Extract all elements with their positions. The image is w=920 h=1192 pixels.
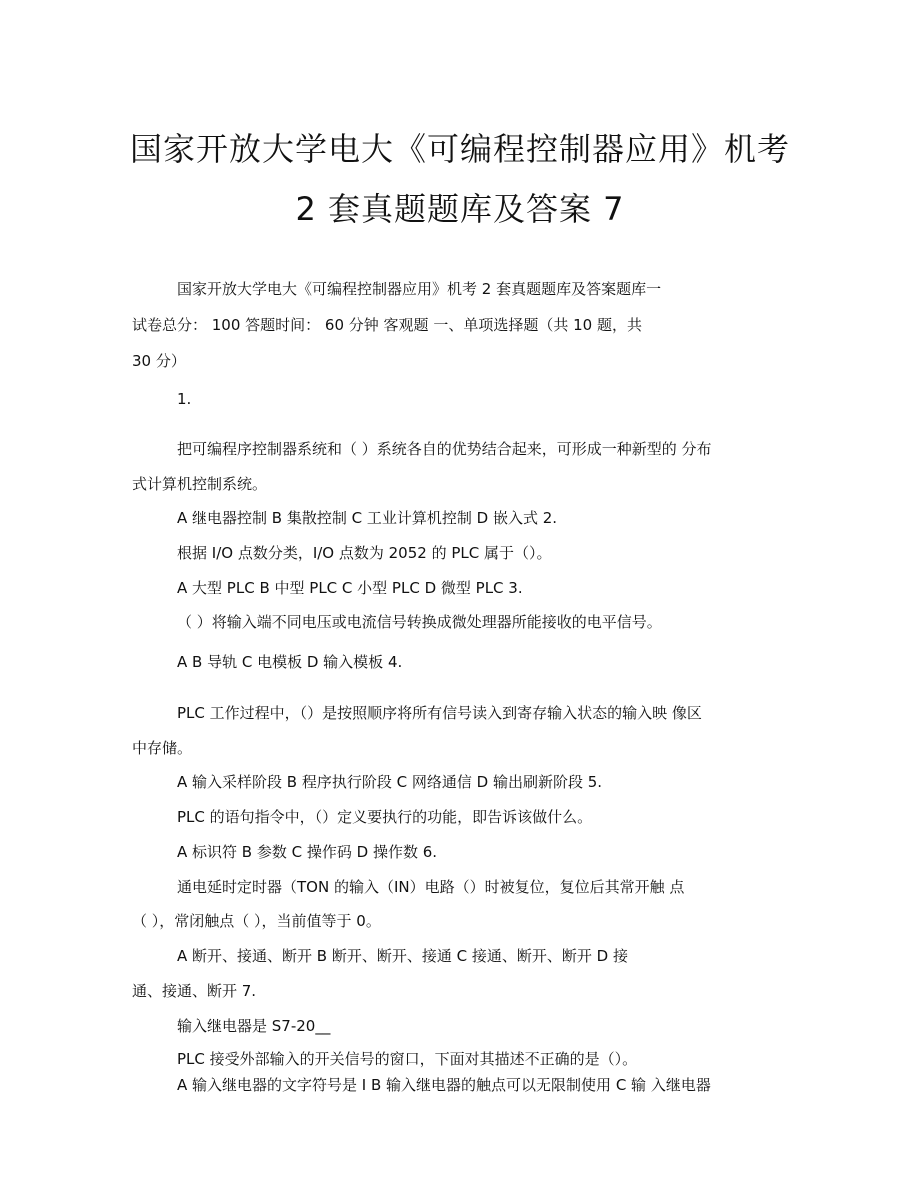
question-1-text-line-1: 把可编程序控制器系统和（ ）系统各自的优势结合起来，可形成一种新型的 分布 [177,440,712,458]
doc-title-line-1: 国家开放大学电大《可编程控制器应用》机考 [129,130,790,168]
question-7-text-line-1: 输入继电器是 S7-20__ [177,1017,331,1035]
question-6-text-line-1: 通电延时定时器（TON 的输入（IN）电路（）时被复位，复位后其常开触 点 [177,878,685,896]
question-5-options: A 标识符 B 参数 C 操作码 D 操作数 6. [177,843,438,861]
question-3-options: A B 导轨 C 电模板 D 输入模板 4. [177,653,403,671]
question-6-options-line-1: A 断开、接通、断开 B 断开、断开、接通 C 接通、断开、断开 D 接 [177,947,628,965]
question-1-options: A 继电器控制 B 集散控制 C 工业计算机控制 D 嵌入式 2. [177,509,558,527]
question-4-options: A 输入采样阶段 B 程序执行阶段 C 网络通信 D 输出刷新阶段 5. [177,773,603,791]
question-7-text-line-2: PLC 接受外部输入的开关信号的窗口，下面对其描述不正确的是（）。 [177,1050,638,1068]
question-6-options-line-2: 通、接通、断开 7. [132,982,257,1000]
question-2-text: 根据 I/O 点数分类，I/O 点数为 2052 的 PLC 属于（）。 [177,544,552,562]
question-4-text-line-2: 中存储。 [132,739,193,757]
exam-meta-line-2: 30 分） [132,352,186,370]
question-5-text: PLC 的语句指令中，（）定义要执行的功能，即告诉该做什么。 [177,808,593,826]
doc-title-line-2: 2 套真题题库及答案 7 [295,190,625,228]
question-1-number: 1. [177,390,192,408]
question-4-text-line-1: PLC 工作过程中，（）是按照顺序将所有信号读入到寄存输入状态的输入映 像区 [177,704,702,722]
question-6-text-line-2: （ ），常闭触点（ ），当前值等于 0。 [132,912,381,930]
question-3-text: （ ）将输入端不同电压或电流信号转换成微处理器所能接收的电平信号。 [177,613,662,631]
question-2-options: A 大型 PLC B 中型 PLC C 小型 PLC D 微型 PLC 3. [177,579,523,597]
question-7-options: A 输入继电器的文字符号是 I B 输入继电器的触点可以无限制使用 C 输 入继电器 [177,1076,711,1094]
question-1-text-line-2: 式计算机控制系统。 [132,475,268,493]
intro-text: 国家开放大学电大《可编程控制器应用》机考 2 套真题题库及答案题库一 [177,280,662,298]
exam-meta-line-1: 试卷总分： 100 答题时间： 60 分钟 客观题 一、单项选择题（共 10 题，共 [132,316,642,334]
